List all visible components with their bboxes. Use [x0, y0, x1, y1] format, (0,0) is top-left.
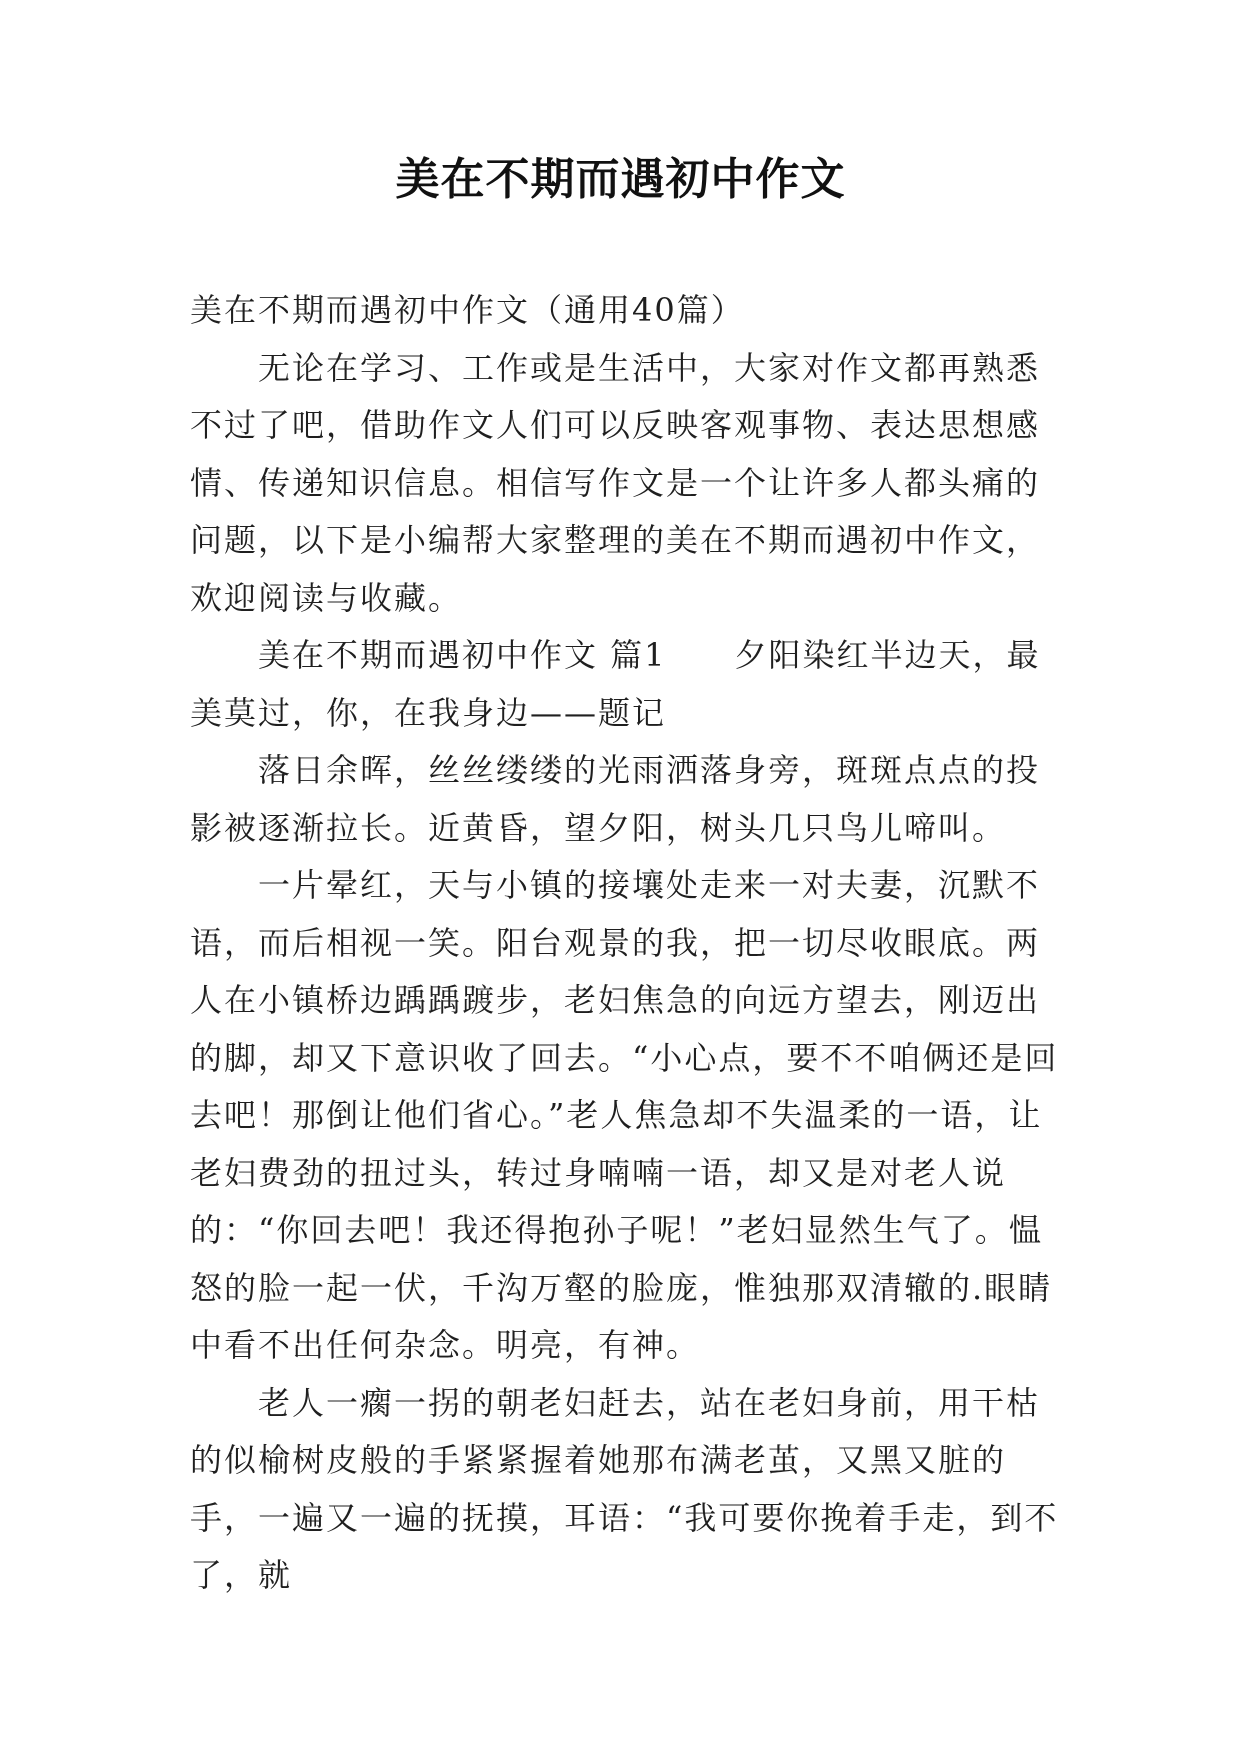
paragraph: 落日余晖，丝丝缕缕的光雨洒落身旁，斑斑点点的投影被逐渐拉长。近黄昏，望夕阳，树头几只鸟儿啼叫。: [190, 751, 1041, 847]
document-body: [190, 282, 1070, 1605]
paragraph: 一片晕红，天与小镇的接壤处走来一对夫妻，沉默不语，而后相视一笑。阳台观景的我，把一切尽收眼底。两人在小镇桥边踽踽踱步，老妇焦急的向远方望去，刚迈出的脚，却又下意识收了回去。“小心点，要不不咱俩还是回去吧！那倒让他们省心。”老人焦急却不失温柔的一语，让老妇费劲的扭过头，转过身喃喃一语，却又是对老人说的：“你回去吧！我还得抱孙子呢！”老妇显然生气了。愠怒的脸一起一伏，千沟万壑的脸庞，惟独那双清辙的.眼睛中看不出任何杂念。明亮，有神。: [190, 866, 1059, 1364]
document-subtitle: 美在不期而遇初中作文（通用40篇）: [190, 291, 745, 329]
document-title: 美在不期而遇初中作文: [395, 154, 846, 205]
paragraph-intro: 无论在学习、工作或是生活中，大家对作文都再熟悉不过了吧，借助作文人们可以反映客观事物、表达思想感情、传递知识信息。相信写作文是一个让许多人都头痛的问题，以下是小编帮大家整理的美在不期而遇初中作文，欢迎阅读与收藏。: [190, 348, 1041, 617]
paragraph: 老人一瘸一拐的朝老妇赶去，站在老妇身前，用干枯的似榆树皮般的手紧紧握着她那布满老茧，又黑又脏的手，一遍又一遍的抚摸，耳语：“我可要你挽着手走，到不了，就: [190, 1383, 1059, 1594]
paragraph-section-heading: 美在不期而遇初中作文 篇1 夕阳染红半边天，最美莫过，你，在我身边——题记: [190, 636, 1041, 732]
